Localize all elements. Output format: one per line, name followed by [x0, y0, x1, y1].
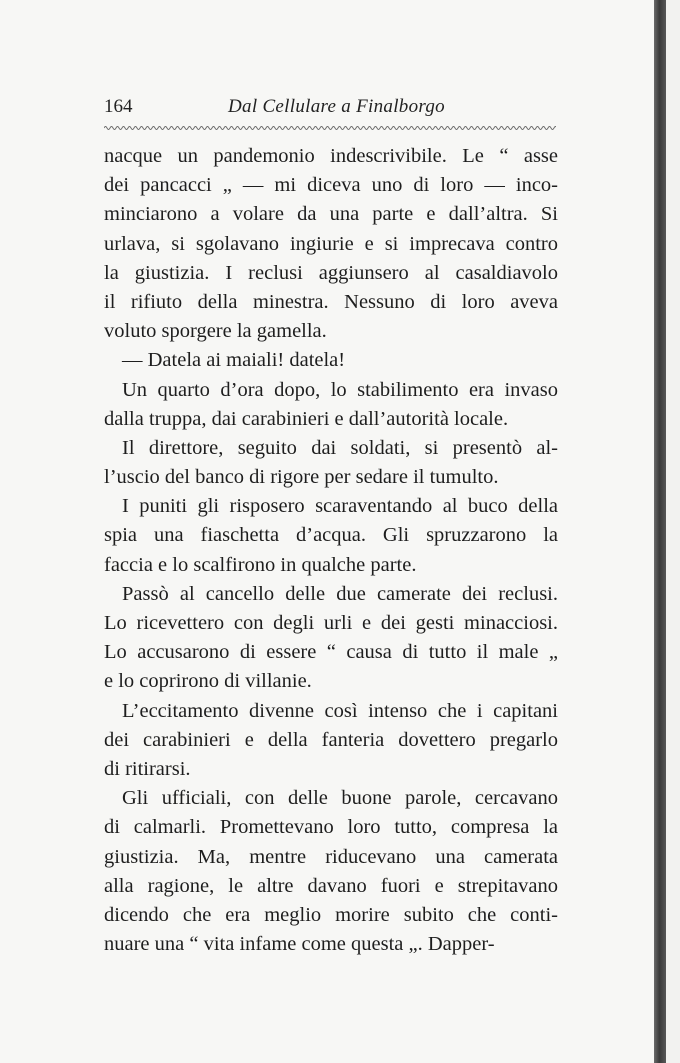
text-line: minciarono a volare da una parte e dall’altra. Si: [104, 203, 558, 226]
text-line: dei pancacci „ — mi diceva uno di loro — inco-: [104, 174, 558, 197]
book-gutter-shadow: [654, 0, 666, 1063]
text-line: L’eccitamento divenne così intenso che i capitani: [122, 699, 558, 722]
paragraph: [104, 580, 558, 697]
adjacent-page-strip: [666, 0, 680, 1063]
text-line: faccia e lo scalfirono in qualche parte.: [104, 553, 417, 576]
text-line: Lo accusarono di essere “ causa di tutto il male „: [104, 641, 558, 664]
paragraph: [104, 697, 558, 785]
text-line: urlava, si sgolavano ingiurie e si imprecava contro: [104, 232, 558, 255]
text-line: spia una fiaschetta d’acqua. Gli spruzzarono la: [104, 524, 558, 547]
text-line: giustizia. Ma, mentre riducevano una camerata: [104, 845, 558, 868]
page-number: 164: [104, 96, 133, 117]
text-line: dalla truppa, dai carabinieri e dall’autorità locale.: [104, 407, 509, 430]
paragraph: [104, 784, 558, 959]
text-line: dicendo che era meglio morire subito che conti-: [104, 903, 558, 926]
page-header: [104, 96, 556, 122]
paragraph: [104, 492, 558, 580]
text-line: Gli ufficiali, con delle buone parole, cercavano: [122, 787, 558, 810]
text-line: voluto sporgere la gamella.: [104, 320, 327, 343]
text-line: l’uscio del banco di rigore per sedare il tumulto.: [104, 466, 499, 489]
paragraph: [104, 434, 558, 492]
text-line: il rifiuto della minestra. Nessuno di loro aveva: [104, 290, 558, 313]
text-line: nacque un pandemonio indescrivibile. Le “ asse: [104, 145, 558, 167]
text-line: — Datela ai maiali! datela!: [122, 349, 346, 372]
text-line: nuare una “ vita infame come questa „. Dapper-: [104, 933, 495, 956]
text-line: Un quarto d’ora dopo, lo stabilimento era invaso: [122, 378, 558, 401]
paragraph: [104, 142, 558, 346]
text-line: e lo coprirono di villanie.: [104, 670, 312, 693]
paragraph: [104, 376, 558, 434]
paragraph: [104, 346, 558, 375]
text-line: Passò al cancello delle due camerate dei reclusi.: [122, 582, 558, 605]
text-line: la giustizia. I reclusi aggiunsero al casaldiavolo: [104, 261, 558, 284]
text-line: di calmarli. Promettevano loro tutto, compresa la: [104, 816, 558, 839]
text-line: Lo ricevettero con degli urli e dei gesti minacciosi.: [104, 612, 558, 634]
text-line: di ritirarsi.: [104, 757, 191, 780]
text-line: Il direttore, seguito dai soldati, si presentò al-: [122, 436, 558, 459]
text-line: alla ragione, le altre davano fuori e strepitavano: [104, 874, 558, 897]
running-title: Dal Cellulare a Finalborgo: [228, 96, 445, 117]
text-line: dei carabinieri e della fanteria dovettero pregarlo: [104, 728, 558, 751]
wavy-rule-divider: [104, 124, 556, 132]
text-line: I puniti gli risposero scaraventando al buco della: [122, 495, 558, 518]
body-text: [104, 142, 558, 959]
